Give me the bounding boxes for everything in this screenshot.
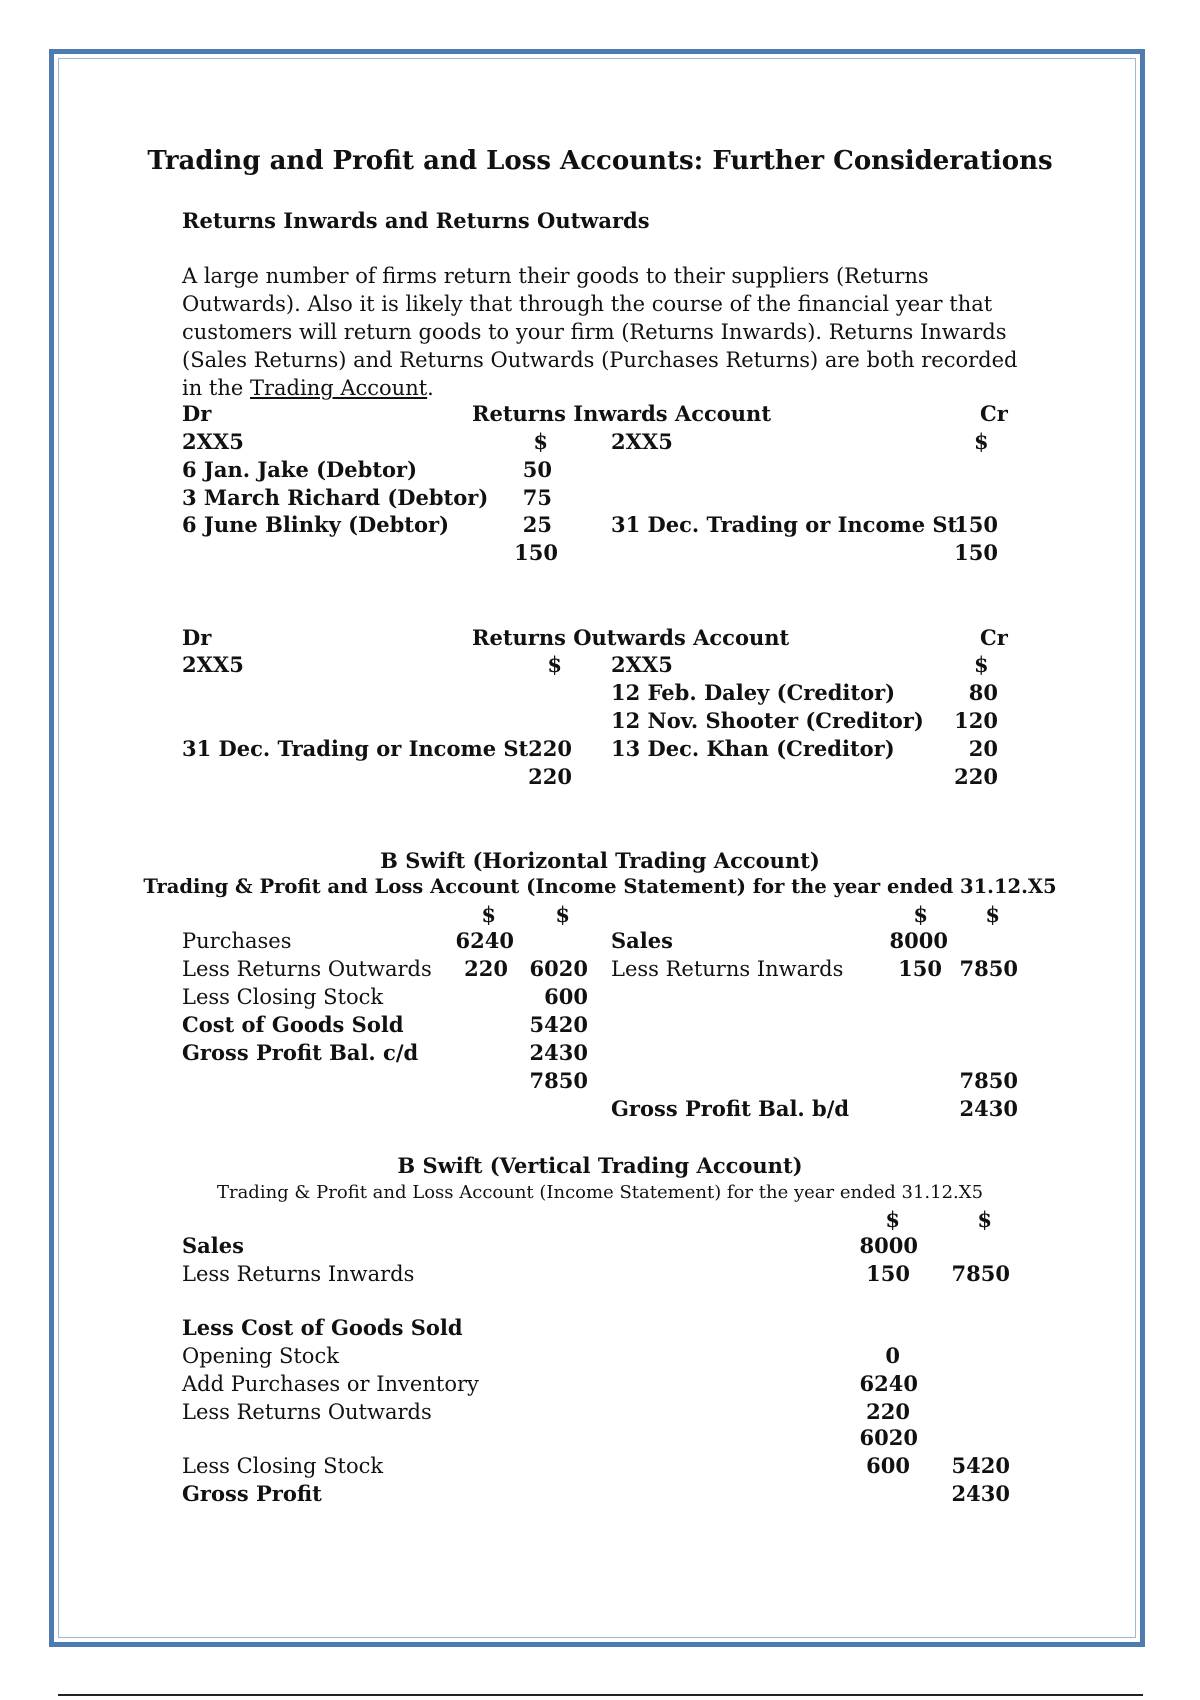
dr-label: Dr <box>182 401 212 426</box>
gross-profit-label: Gross Profit <box>182 1481 322 1506</box>
debit-entry-label: 31 Dec. Trading or Income St. <box>182 736 536 761</box>
less-returns-inwards-label: Less Returns Inwards <box>182 1262 415 1286</box>
less-returns-outwards-amount: 220 <box>464 956 508 981</box>
credit-entry-label: 12 Nov. Shooter (Creditor) <box>611 708 924 733</box>
less-returns-outwards-label: Less Returns Outwards <box>182 1400 432 1424</box>
gross-profit-cd-amount: 2430 <box>529 1040 588 1065</box>
currency-right: $ <box>974 429 989 454</box>
sales-amount: 8000 <box>859 1233 918 1258</box>
account-title: Returns Outwards Account <box>472 625 790 650</box>
debit-entry-label: 6 Jan. Jake (Debtor) <box>182 457 418 482</box>
currency-col1: $ <box>481 902 496 927</box>
section-title: B Swift (Vertical Trading Account) <box>397 1153 803 1178</box>
net-purchases-subtotal: 6020 <box>859 1425 918 1450</box>
purchases-amount: 6240 <box>455 928 514 953</box>
year-right: 2XX5 <box>611 652 673 677</box>
gross-profit-bd-amount: 2430 <box>959 1096 1018 1121</box>
less-closing-stock-label: Less Closing Stock <box>182 985 384 1009</box>
debit-entry-amount: 75 <box>522 485 552 510</box>
total-left: 220 <box>528 764 572 789</box>
gross-profit-bd-label: Gross Profit Bal. b/d <box>611 1096 850 1121</box>
less-returns-outwards-label: Less Returns Outwards <box>182 957 432 981</box>
debit-entry-label: 3 March Richard (Debtor) <box>182 485 489 510</box>
total-right: 150 <box>954 540 998 565</box>
total-left: 150 <box>514 540 558 565</box>
add-purchases-label: Add Purchases or Inventory <box>182 1372 479 1396</box>
sales-label: Sales <box>611 928 673 953</box>
currency-col2: $ <box>985 902 1000 927</box>
net-sales-amount: 7850 <box>959 956 1018 981</box>
total-right: 220 <box>954 764 998 789</box>
currency-left: $ <box>547 652 562 677</box>
less-closing-stock-label: Less Closing Stock <box>182 1454 384 1478</box>
cost-of-goods-sold-amount: 5420 <box>951 1453 1010 1478</box>
year-left: 2XX5 <box>182 429 244 454</box>
debit-entry-amount: 25 <box>522 512 552 537</box>
closing-stock-amount: 600 <box>544 984 588 1009</box>
total-left: 7850 <box>529 1068 588 1093</box>
closing-stock-amount: 600 <box>866 1453 910 1478</box>
credit-entry-amount: 80 <box>968 680 998 705</box>
purchases-label: Purchases <box>182 929 292 953</box>
currency-right: $ <box>974 652 989 677</box>
less-returns-inwards-label: Less Returns Inwards <box>611 957 844 981</box>
gross-profit-amount: 2430 <box>951 1481 1010 1506</box>
credit-entry-label: 13 Dec. Khan (Creditor) <box>611 736 895 761</box>
credit-entry-amount: 150 <box>954 512 998 537</box>
cr-label: Cr <box>980 625 1008 650</box>
account-title: Returns Inwards Account <box>472 401 772 426</box>
dr-label: Dr <box>182 625 212 650</box>
debit-entry-amount: 220 <box>528 736 572 761</box>
currency-col2: $ <box>977 1207 992 1232</box>
cost-of-goods-sold-label: Cost of Goods Sold <box>182 1012 404 1037</box>
section-subtitle: Trading & Profit and Loss Account (Income Statement) for the year ended 31.12.X5 <box>216 1182 984 1203</box>
credit-entry-amount: 120 <box>954 708 998 733</box>
sales-amount: 8000 <box>889 928 948 953</box>
total-right: 7850 <box>959 1068 1018 1093</box>
opening-stock-label: Opening Stock <box>182 1344 339 1368</box>
credit-entry-label: 31 Dec. Trading or Income St. <box>611 512 965 537</box>
less-returns-inwards-amount: 150 <box>898 956 942 981</box>
currency-left: $ <box>533 429 548 454</box>
gross-profit-cd-label: Gross Profit Bal. c/d <box>182 1040 419 1065</box>
credit-entry-label: 12 Feb. Daley (Creditor) <box>611 680 896 705</box>
year-left: 2XX5 <box>182 652 244 677</box>
cr-label: Cr <box>980 401 1008 426</box>
less-returns-outwards-amount: 220 <box>866 1399 910 1424</box>
debit-entry-label: 6 June Blinky (Debtor) <box>182 512 450 537</box>
net-sales-amount: 7850 <box>951 1261 1010 1286</box>
less-returns-inwards-amount: 150 <box>866 1261 910 1286</box>
add-purchases-amount: 6240 <box>859 1371 918 1396</box>
cost-of-goods-sold-amount: 5420 <box>529 1012 588 1037</box>
currency-col2: $ <box>555 902 570 927</box>
section-title: B Swift (Horizontal Trading Account) <box>380 848 820 873</box>
debit-entry-amount: 50 <box>522 457 552 482</box>
trading-account-link[interactable]: Trading Account <box>249 376 428 400</box>
year-right: 2XX5 <box>611 429 673 454</box>
cogs-heading: Less Cost of Goods Sold <box>182 1315 463 1340</box>
currency-col1: $ <box>885 1207 900 1232</box>
footer-rule <box>58 1694 1143 1696</box>
sales-label: Sales <box>182 1233 244 1258</box>
net-purchases-amount: 6020 <box>529 956 588 981</box>
currency-col1: $ <box>913 902 928 927</box>
intro-paragraph: A large number of firms return their goods to their suppliers (Returns Outwards). Also it is likely that through the course of the financial year that customers will return goods to your firm (Returns Inwards). Returns Inwards (Sales Returns) and Returns Outwards (Purchases Returns) are both recorded in the Trading Account. <box>182 264 1018 400</box>
page-title: Trading and Profit and Loss Accounts: Further Considerations <box>147 146 1053 176</box>
credit-entry-amount: 20 <box>968 736 998 761</box>
opening-stock-amount: 0 <box>885 1343 900 1368</box>
section-subtitle: Trading & Profit and Loss Account (Income Statement) for the year ended 31.12.X5 <box>143 875 1057 898</box>
section-heading: Returns Inwards and Returns Outwards <box>182 208 650 233</box>
